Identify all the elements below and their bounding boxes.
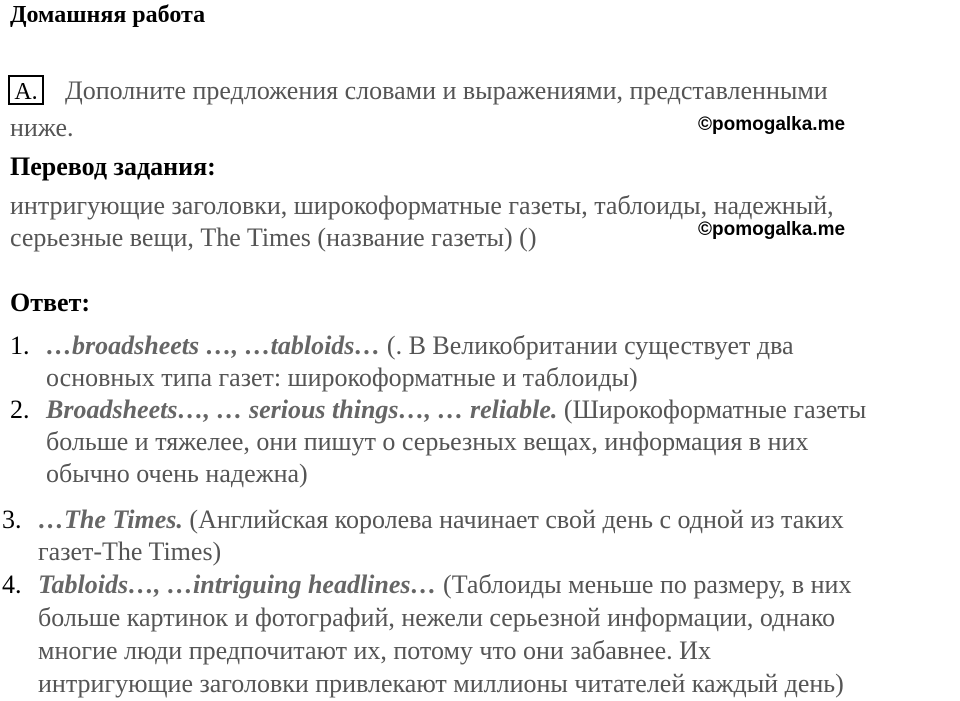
answer-bold-text: Broadsheets…, … serious things…, … reliable. xyxy=(46,395,558,424)
answer-item-line: газет-The Times) xyxy=(38,537,222,566)
list-number: 2. xyxy=(10,395,30,424)
answer-item-line xyxy=(46,395,866,425)
answer-heading: Ответ: xyxy=(10,288,91,317)
answer-item-line xyxy=(38,505,844,535)
task-letter-box: A. xyxy=(8,75,44,105)
answer-item-line: больше и тяжелее, они пишут о серьезных вещах, информация в них xyxy=(46,427,809,456)
answer-bold-text: …broadsheets …, …tabloids… xyxy=(46,331,381,360)
watermark: ©pomogalka.me xyxy=(698,219,846,240)
answer-text: (Таблоиды меньше по размеру, в них xyxy=(436,570,852,599)
answer-text: (. В Великобритании существует два xyxy=(380,331,794,360)
answer-item-line: многие люди предпочитают их, потому что они забавнее. Их xyxy=(38,636,711,665)
answer-item-line xyxy=(46,331,794,361)
answer-item-line: основных типа газет: широкоформатные и таблоиды) xyxy=(46,363,638,392)
answer-bold-text: …The Times. xyxy=(38,505,183,534)
answer-text: (Английская королева начинает свой день с одной из таких xyxy=(182,505,844,534)
translation-heading: Перевод задания: xyxy=(10,152,216,181)
answer-bold-text: Tabloids…, …intriguing headlines… xyxy=(38,570,437,599)
translation-line-2: серьезные вещи, The Times (название газеты) () xyxy=(10,223,537,252)
translation-line-1: интригующие заголовки, широкоформатные газеты, таблоиды, надежный, xyxy=(10,191,834,220)
list-number: 1. xyxy=(10,331,30,360)
page-title: Домашняя работа xyxy=(10,2,206,28)
answer-item-line: интригующие заголовки привлекают миллионы читателей каждый день) xyxy=(38,669,844,698)
answer-item-line xyxy=(38,570,851,600)
task-text-line-1: Дополните предложения словами и выражениями, представленными xyxy=(65,76,828,105)
answer-item-line: обычно очень надежна) xyxy=(46,459,308,488)
list-number: 4. xyxy=(2,570,22,599)
watermark: ©pomogalka.me xyxy=(698,114,846,135)
answer-item-line: больше картинок и фотографий, нежели серьезной информации, однако xyxy=(38,603,836,632)
list-number: 3. xyxy=(2,505,22,534)
answer-text: (Широкоформатные газеты xyxy=(557,395,867,424)
task-text-line-2: ниже. xyxy=(10,113,74,142)
